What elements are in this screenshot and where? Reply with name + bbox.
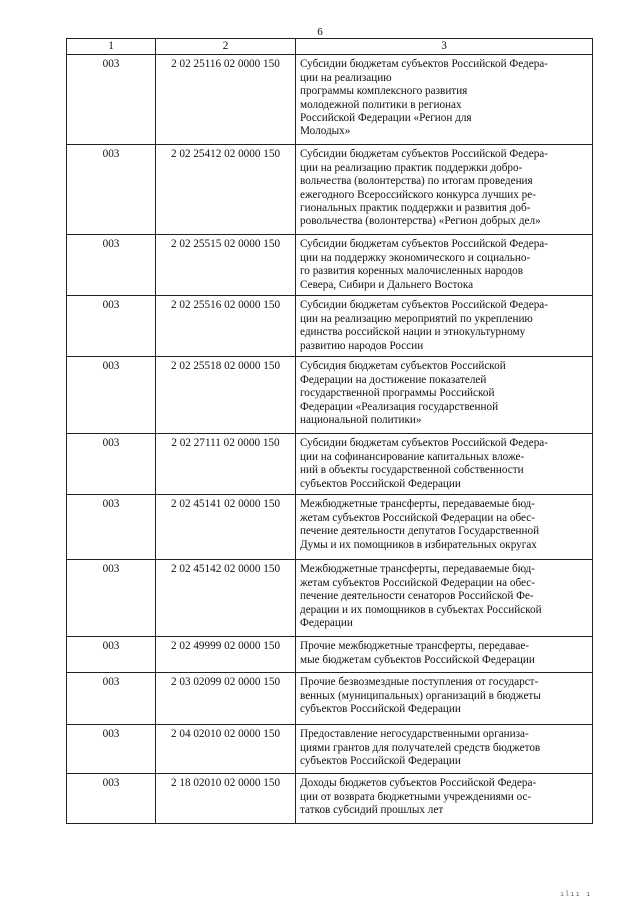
description-cell [296, 357, 593, 434]
description-line: ции на реализацию практик поддержки добро- [300, 161, 523, 174]
admin-code-cell: 003 [67, 495, 156, 560]
table-row [67, 296, 593, 357]
admin-code-cell: 003 [67, 673, 156, 725]
description-line: программы комплексного развития [300, 85, 468, 98]
header-col-1: 1 [67, 39, 156, 55]
description-line: Межбюджетные трансферты, передаваемые бюд- [300, 563, 535, 576]
description-line: субъектов Российской Федерации [300, 477, 461, 490]
table-row [67, 774, 593, 824]
table-row [67, 145, 593, 235]
description-line: Межбюджетные трансферты, передаваемые бюд- [300, 498, 535, 511]
admin-code-cell: 003 [67, 357, 156, 434]
description-line: Федерации на достижение показателей [300, 373, 487, 386]
description-line: Российской Федерации «Регион для [300, 112, 472, 125]
description-line: субъектов Российской Федерации [300, 755, 461, 768]
description-line: Субсидии бюджетам субъектов Российской Федера- [300, 299, 548, 312]
description-line: молодежной политики в регионах [300, 98, 462, 111]
table-row [67, 434, 593, 495]
description-line: ции от возврата бюджетными учреждениями ос- [300, 790, 532, 803]
description-line: ежегодного Всероссийского конкурса лучших ре- [300, 188, 536, 201]
description-line: Субсидии бюджетам субъектов Российской Федера- [300, 58, 548, 71]
header-col-3: 3 [296, 39, 593, 55]
description-cell [296, 495, 593, 560]
description-line: го развития коренных малочисленных народов [300, 265, 524, 278]
description-line: жетам субъектов Российской Федерации на обес- [300, 576, 535, 589]
description-line: ровольчества (волонтерства) «Регион добрых дел» [300, 215, 541, 228]
description-line: Доходы бюджетов субъектов Российской Федера- [300, 777, 537, 790]
table-row [67, 725, 593, 774]
description-line: государственной программы Российской [300, 387, 495, 400]
admin-code-cell: 003 [67, 560, 156, 637]
description-cell [296, 235, 593, 296]
description-line: жетам субъектов Российской Федерации на обес- [300, 511, 535, 524]
admin-code-cell: 003 [67, 55, 156, 145]
description-line: Субсидии бюджетам субъектов Российской Федера- [300, 148, 548, 161]
description-line: Субсидии бюджетам субъектов Российской Федера- [300, 238, 548, 251]
description-line: единства российской нации и этнокультурному [300, 326, 526, 339]
description-cell [296, 55, 593, 145]
description-line: Молодых» [300, 125, 351, 138]
budget-code-cell: 2 02 25516 02 0000 150 [156, 296, 296, 357]
description-line: Предоставление негосударственными организа- [300, 728, 529, 741]
description-line: печение деятельности депутатов Государственной [300, 525, 540, 538]
table-row [67, 55, 593, 145]
description-line: мые бюджетам субъектов Российской Федерации [300, 653, 535, 666]
scan-mark: ılıı ı [560, 890, 592, 898]
budget-code-cell: 2 02 25515 02 0000 150 [156, 235, 296, 296]
description-line: печение деятельности сенаторов Российской Фе- [300, 590, 534, 603]
description-cell [296, 145, 593, 235]
table-row [67, 673, 593, 725]
description-cell [296, 637, 593, 673]
budget-code-cell: 2 04 02010 02 0000 150 [156, 725, 296, 774]
table-body [67, 55, 593, 824]
budget-code-cell: 2 02 27111 02 0000 150 [156, 434, 296, 495]
description-line: Федерации [300, 617, 353, 630]
description-cell [296, 673, 593, 725]
description-line: Субсидия бюджетам субъектов Российской [300, 360, 506, 373]
description-line: дерации и их помощников в субъектах Российской [300, 603, 542, 616]
header-col-2: 2 [156, 39, 296, 55]
admin-code-cell: 003 [67, 434, 156, 495]
budget-code-cell: 2 02 25116 02 0000 150 [156, 55, 296, 145]
budget-code-cell: 2 02 25518 02 0000 150 [156, 357, 296, 434]
description-line: татков субсидий прошлых лет [300, 804, 444, 817]
description-line: венных (муниципальных) организаций в бюджеты [300, 689, 541, 702]
description-line: национальной политики» [300, 414, 422, 427]
page-number: 6 [317, 26, 323, 38]
description-cell [296, 434, 593, 495]
table-row [67, 560, 593, 637]
description-cell [296, 560, 593, 637]
table-header-row [67, 39, 593, 55]
table-row [67, 235, 593, 296]
description-line: ции на поддержку экономического и социально- [300, 251, 531, 264]
description-line: Севера, Сибири и Дальнего Востока [300, 278, 474, 291]
budget-code-cell: 2 02 45141 02 0000 150 [156, 495, 296, 560]
description-line: Федерации «Реализация государственной [300, 400, 499, 413]
revenue-codes-table [66, 38, 593, 824]
description-line: ции на реализацию мероприятий по укреплению [300, 312, 533, 325]
table-row [67, 495, 593, 560]
description-line: Думы и их помощников в избирательных округах [300, 538, 537, 551]
description-line: Прочие межбюджетные трансферты, передавае- [300, 640, 530, 653]
table-row [67, 357, 593, 434]
description-line: ний в объекты государственной собственности [300, 464, 524, 477]
description-line: ции на софинансирование капитальных вложе- [300, 450, 525, 463]
description-line: Субсидии бюджетам субъектов Российской Федера- [300, 437, 548, 450]
admin-code-cell: 003 [67, 296, 156, 357]
budget-code-cell: 2 18 02010 02 0000 150 [156, 774, 296, 824]
table-row [67, 637, 593, 673]
description-line: Прочие безвозмездные поступления от государст- [300, 676, 539, 689]
budget-code-cell: 2 02 45142 02 0000 150 [156, 560, 296, 637]
admin-code-cell: 003 [67, 145, 156, 235]
description-cell [296, 774, 593, 824]
admin-code-cell: 003 [67, 235, 156, 296]
description-cell [296, 296, 593, 357]
admin-code-cell: 003 [67, 725, 156, 774]
description-line: вольчества (волонтерства) по итогам проведения [300, 175, 533, 188]
budget-code-cell: 2 02 25412 02 0000 150 [156, 145, 296, 235]
description-line: ции на реализацию [300, 71, 392, 84]
budget-code-cell: 2 02 49999 02 0000 150 [156, 637, 296, 673]
description-line: гиональных практик поддержки и развития доб- [300, 202, 531, 215]
description-cell [296, 725, 593, 774]
description-line: циями грантов для получателей средств бюджетов [300, 741, 541, 754]
admin-code-cell: 003 [67, 774, 156, 824]
description-line: субъектов Российской Федерации [300, 703, 461, 716]
budget-code-cell: 2 03 02099 02 0000 150 [156, 673, 296, 725]
description-line: развитию народов России [300, 339, 424, 352]
admin-code-cell: 003 [67, 637, 156, 673]
